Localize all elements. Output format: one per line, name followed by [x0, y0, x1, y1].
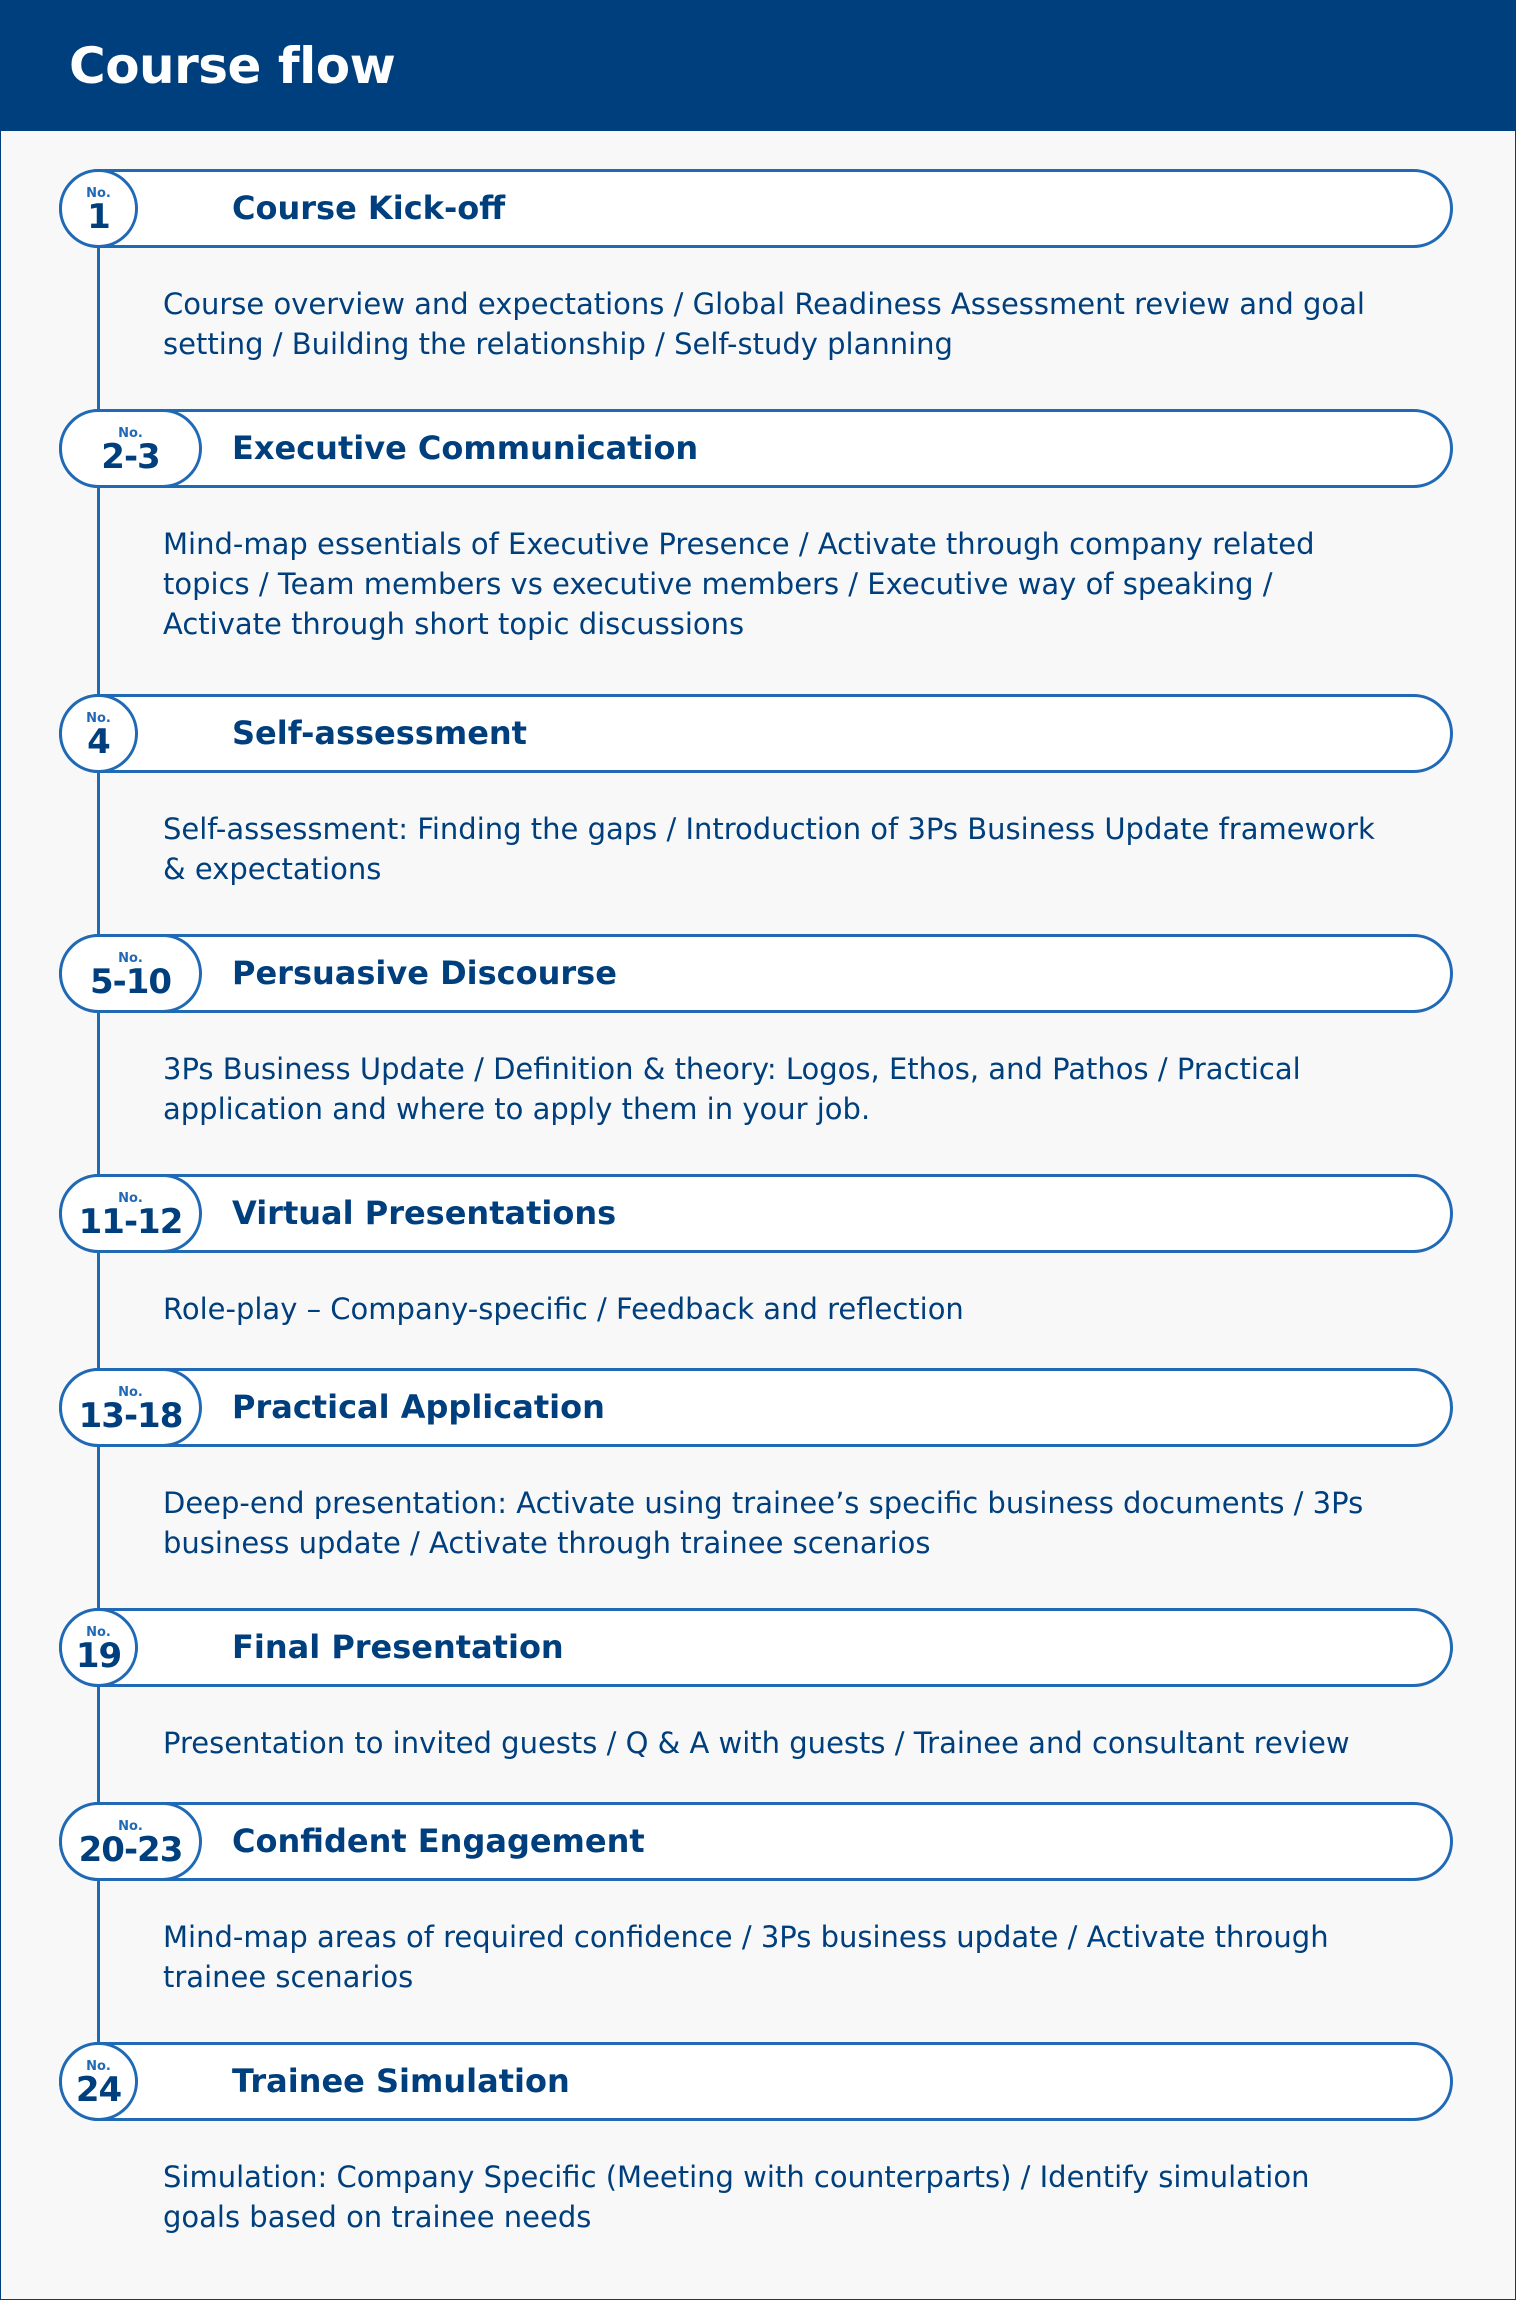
no-label: No.: [118, 426, 143, 441]
no-label: No.: [118, 951, 143, 966]
session-item: [59, 1802, 1453, 1997]
session-item: [59, 1608, 1453, 1763]
no-label: No.: [118, 1191, 143, 1206]
session-title: Trainee Simulation: [232, 2062, 570, 2100]
session-header-pill: [59, 694, 1453, 773]
session-title: Course Kick-off: [232, 189, 506, 227]
session-number: 1: [87, 197, 110, 237]
session-header-pill: [59, 1608, 1453, 1687]
session-number-badge: [59, 934, 202, 1013]
session-description: Simulation: Company Specific (Meeting with counterparts) / Identify simulation goals based on trainee needs: [163, 2160, 1310, 2234]
no-label: No.: [118, 1385, 143, 1400]
session-header-pill: [59, 1174, 1453, 1253]
session-header-pill: [59, 169, 1453, 248]
session-description: Mind-map essentials of Executive Presence / Activate through company related topics / Team members vs executive members / Executive way of speaking / Activate through short topic discussions: [163, 527, 1315, 641]
session-number-badge: [59, 694, 138, 773]
session-item: [59, 934, 1453, 1129]
session-item: [59, 1368, 1453, 1563]
session-number: 20-23: [78, 1830, 183, 1870]
session-item: [59, 2042, 1453, 2237]
session-description: Role-play – Company-specific / Feedback and reflection: [163, 1292, 964, 1326]
session-number: 5-10: [89, 962, 172, 1002]
session-description: Mind-map areas of required confidence / 3Ps business update / Activate through trainee scenarios: [163, 1920, 1329, 1994]
page-title: Course flow: [69, 37, 396, 95]
session-title: Final Presentation: [232, 1628, 564, 1666]
session-item: [59, 169, 1453, 364]
session-number: 19: [75, 1636, 122, 1676]
session-title: Virtual Presentations: [232, 1194, 617, 1232]
no-label: No.: [86, 711, 111, 726]
session-description: Presentation to invited guests / Q & A with guests / Trainee and consultant review: [163, 1726, 1350, 1760]
session-item: [59, 694, 1453, 889]
session-description: Self-assessment: Finding the gaps / Introduction of 3Ps Business Update framework & expectations: [163, 812, 1375, 886]
no-label: No.: [118, 1819, 143, 1834]
no-label: No.: [86, 186, 111, 201]
session-number: 2-3: [101, 437, 160, 477]
session-title: Self-assessment: [232, 714, 527, 752]
session-number: 11-12: [78, 1202, 183, 1242]
session-number-badge: [59, 1368, 202, 1447]
session-description: Course overview and expectations / Global Readiness Assessment review and goal setting / Building the relationship / Self-study planning: [163, 287, 1365, 361]
session-number-badge: [59, 409, 202, 488]
session-number: 4: [87, 722, 110, 762]
session-header-pill: [59, 934, 1453, 1013]
session-number-badge: [59, 1608, 138, 1687]
session-description: Deep-end presentation: Activate using trainee’s specific business documents / 3Ps business update / Activate through trainee scenarios: [163, 1486, 1364, 1560]
session-title: Practical Application: [232, 1388, 605, 1426]
session-number: 24: [75, 2070, 122, 2110]
session-number-badge: [59, 1174, 202, 1253]
session-header-pill: [59, 1368, 1453, 1447]
no-label: No.: [86, 1625, 111, 1640]
session-number-badge: [59, 2042, 138, 2121]
session-header-pill: [59, 1802, 1453, 1881]
session-number-badge: [59, 1802, 202, 1881]
session-header-pill: [59, 409, 1453, 488]
session-title: Persuasive Discourse: [232, 954, 617, 992]
session-title: Executive Communication: [232, 429, 699, 467]
session-description: 3Ps Business Update / Definition & theory: Logos, Ethos, and Pathos / Practical application and where to apply them in your job.: [163, 1052, 1301, 1126]
no-label: No.: [86, 2059, 111, 2074]
session-number: 13-18: [78, 1396, 183, 1436]
session-item: [59, 1174, 1453, 1329]
session-item: [59, 409, 1453, 644]
session-header-pill: [59, 2042, 1453, 2121]
session-title: Confident Engagement: [232, 1822, 645, 1860]
header-bar: [1, 1, 1515, 131]
session-number-badge: [59, 169, 138, 248]
